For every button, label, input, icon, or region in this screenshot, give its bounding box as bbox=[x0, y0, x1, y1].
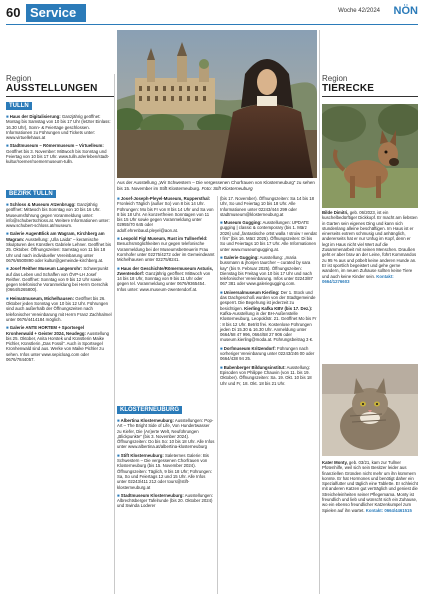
list-item bbox=[220, 255, 317, 287]
animal-contact: Kontakt: 0664/1276603 bbox=[322, 273, 394, 284]
caption-text: Aus der Ausstellung „Wir Schwestern – Die vergessenen Chorfrauen von Klosterneuburg“ zu sehen bis 15. November im Stift Klosterneuburg. bbox=[117, 180, 315, 191]
bullet-icon: ■ bbox=[220, 289, 224, 295]
animal-body: geb. 06/2023, ist ein kuschelbedürftiger Dickkopf. Er macht am liebsten in Garten sein eigenes Ding und kann sich stundenlang alleine beschäftigen. Im Haus ist er einerseits extrem schmusig und anhänglich, andererseits hat er nur Unfug im Kopf, denn er legt im Haus nicht viel Wert auf die Zusammenarbeit mit seinen Menschen. Draußen geht er aber brav an der Leine, führt Kommandos zu 95 % aus und pöbelt keine anderen Hunde an. Er ist sportlich begeistert und gehe gerne wandern, im neuen Zuhause sollten keine Tiere und auch keine Kinder sein. bbox=[322, 210, 418, 279]
entry-body: Ausstellungen: UPDATE gugging | classic & contemporary (bis 1. März 2026) und „fantastische ortst walla ! stroiw ! vendat ! firs“ (bis 16. März 2025). Öffnungszeiten: Di bis So und Feiertags 10 bis 17 Uhr. Alle Informationen unter www.museumgugging.at. bbox=[220, 220, 317, 252]
bullet-icon: ■ bbox=[220, 220, 224, 226]
entry-body: Ausstellung: „maria bussmann & jhonjen taurcher – curated by sara kay“ (bis 9. Februar 2025). Öffnungszeiten: Dienstag bis Freitag von 10 bis 17 Uhr und nach telefonischer Vereinbarung. Infos unter 02243/87 067 381 oder www.galeriegugging.com. bbox=[220, 254, 313, 287]
entry-body: Geöffnet bis 3. November: Mittwoch bis Sonntag und Feiertag von 10 bis 17 Uhr. www.tulln.at/erleben/stadt-kultur/roemer/roemermuseum-tulln. bbox=[6, 148, 110, 165]
entry-title: Galerie ANTE HORTEM + Sportsegel Kronhenwald + Geister 2024, Neudegg: bbox=[6, 325, 86, 336]
list-item bbox=[6, 202, 112, 228]
entry-body: Ausstellungen: Pop-Art – The Bright Side of Life, Von Hundertwasser zu Kiefer, Die (An)erte Welt, Neuführungen „Blickpunkte“ (bis 3. November 2024). Öffnungszeiten: Do bis So: 10 bis 18 Uhr. Alle Infos unter www.albertina.at/albertina-klosterneuburg bbox=[117, 418, 215, 450]
region-rule bbox=[6, 96, 114, 97]
bullet-icon: ■ bbox=[6, 295, 10, 301]
entry-title: Stadtmuseum Klosterneuburg: bbox=[120, 492, 184, 498]
list-item bbox=[6, 143, 112, 164]
column-divider bbox=[217, 196, 218, 594]
bullet-icon: ■ bbox=[220, 254, 224, 260]
list-item bbox=[117, 493, 215, 509]
bullet-icon: ■ bbox=[117, 418, 121, 423]
entry-body: Ausstellung bis 25. Oktober, Anita Horstek und Künstlerin Maike Pichler, Künstlerin „Das Fossil“. Auch in Sportsegel Kronhenwald sind aus. Werke von Maike Pichler zu sehen. Infos unter www.sepicloag.com oder 0676/7844057. bbox=[6, 330, 110, 363]
entry-title: Albertina Klosterneuburg: bbox=[120, 418, 174, 423]
entry-title: Stadtmuseum – Römermuseum – Virtuelleum: bbox=[9, 143, 104, 149]
bullet-icon: ■ bbox=[6, 325, 10, 331]
entry-title: Josef Reither Museum Langenrohr: bbox=[9, 266, 83, 272]
column-1 bbox=[6, 114, 112, 168]
page-number: 60 bbox=[6, 5, 21, 20]
region-title: AUSSTELLUNGEN bbox=[6, 83, 98, 94]
entry-body: Ausstellung: Episoden von Philippe Chauvin (von 11. bis 19. Oktober). Öffnungszeiten: Sa. 19. Okt. 10 bis 18 Uhr und Fr, 18. Okt. 18 bis 21 Uhr. bbox=[220, 364, 312, 386]
bullet-icon: ■ bbox=[220, 364, 224, 370]
entry-body: Geöffnet bis 26. Oktober jeden Sonntag von 10 bis 12 Uhr. Führungen sind auch außerhalb der Öffnungszeiten nach telefonischer Vereinbarung mit Herrn Franz Zachhalmel unter 0676/4414184 möglich. bbox=[6, 295, 112, 322]
list-item bbox=[220, 196, 317, 217]
dog-photo bbox=[322, 104, 418, 208]
region-heading-exhibitions bbox=[6, 74, 114, 97]
cat-description bbox=[322, 460, 418, 513]
dog-image bbox=[322, 104, 418, 208]
entry-body: Führungen nach vorheriger Vereinbarung unter 02243/246 00 oder 0664/438 94 25. bbox=[220, 345, 315, 362]
bullet-icon: ■ bbox=[117, 236, 121, 242]
entry-body: Ganzjährig geöffnet: Mittwoch von 14 bis 18 Uhr, Sonntag von 9 bis 11 Uhr oder gegen tel. Voranmeldung unter 0676/9365454. Infos unter: www.museum-zwentendorf.at. bbox=[117, 270, 211, 292]
tag-klosterneuburg: KLOSTERNEUBURG bbox=[117, 406, 182, 414]
region-heading-pets bbox=[322, 74, 418, 97]
region-label: Region bbox=[322, 74, 348, 83]
list-item bbox=[117, 196, 215, 233]
entry-body: Ausstellung: „Ulla Laida“ – keramische Skulpturen des Künstlers Gabriele Lehner. Geöffnet bis 25. Oktober. Öffnungszeiten: Samstag von 11 bis 18 Uhr und nach individueller Vereinbarung unter 0676/6500890 oder kultur@gemeinde-kirchberg.at. bbox=[6, 236, 112, 263]
bullet-icon: ■ bbox=[117, 196, 121, 201]
entry-title: Heimatmuseum, Michelhausen: bbox=[9, 295, 75, 301]
page-header bbox=[6, 4, 418, 22]
entry-body: Saleternes Galerie: Bis Schwestern – Die vergessenen Chorfrauen von Klosterneuburg (bis 15. November 2024). Öffnungszeiten: Täglich, 9 bis 18 Uhr; Führungen: Sa, So und Feiertags 12 und 15 Uhr. Alle Infos unter 02243/411 212 oder tours@stift-klosterneuburg.at bbox=[117, 452, 212, 490]
entry-title: Haus der Digitalisierung: bbox=[9, 114, 61, 119]
entry-title: Galerie Gugging: bbox=[223, 254, 259, 260]
entry-body: Ausstellungen: Albrechtsberger Tafelrunde (bis 20. Oktober 2024) und Swinda Loderer bbox=[117, 492, 213, 509]
entry-title: Stift Klosterneuburg: bbox=[120, 452, 164, 458]
list-item bbox=[6, 325, 112, 362]
bullet-icon: ■ bbox=[6, 114, 10, 119]
region-label: Region bbox=[6, 74, 32, 83]
photo-caption bbox=[117, 180, 317, 191]
bullet-icon: ■ bbox=[220, 345, 224, 351]
monastery-image bbox=[117, 30, 317, 178]
entry-body: Fronleich Täglich (außer So) von 8 bis 14 Uhr. Führungen: Mo bis Fr von 8 bis 14 Uhr und Sa von 8 bis 18 Uhr. An konzertfreien Sonntagen von 11 bis 15 Uhr sowie gegen Voranmeldung unter 02955/70 645 oder adolf.ehrenbaud.pleyel@aon.at. bbox=[117, 201, 214, 233]
exhibition-photo bbox=[117, 30, 317, 178]
list-item bbox=[220, 346, 317, 362]
list-item bbox=[117, 266, 215, 292]
region-title: TIERECKE bbox=[322, 83, 375, 94]
cat-image bbox=[322, 364, 418, 456]
list-item bbox=[6, 266, 112, 292]
issue-label: Woche 42/2024 bbox=[338, 8, 380, 14]
list-item bbox=[6, 114, 112, 140]
animal-contact: Kontakt: 0664/4461515 bbox=[365, 507, 412, 513]
animal-name: Kater Monty, bbox=[322, 460, 348, 465]
column-1-bezirk bbox=[6, 202, 112, 365]
dog-description bbox=[322, 210, 418, 284]
list-item bbox=[220, 365, 317, 386]
list-item bbox=[117, 236, 215, 262]
bullet-icon: ■ bbox=[6, 231, 10, 237]
entry-body: Besuchsmöglichkeiten nur gegen telefonische Voranmeldung bei der Museumsbetreuerin Frau Kornhofer unter 02275/4272 oder im Gemeindeamt Michelhausen unter 02275/8241. bbox=[117, 241, 215, 263]
section-title: Service bbox=[30, 5, 77, 20]
tag-tulln: TULLN bbox=[6, 102, 32, 110]
column-divider bbox=[319, 30, 320, 594]
entry-title: Universalmuseum Kierling: bbox=[223, 289, 280, 295]
entry-title: Leopold Figl Museum, Rust im Tullnerfeld: bbox=[120, 236, 208, 242]
column-2-kloster bbox=[117, 418, 215, 512]
list-item bbox=[6, 231, 112, 263]
list-item bbox=[220, 290, 317, 343]
header-divider bbox=[6, 24, 418, 25]
entry-body: Schwerpunkt auf das Leben und Schaffen von ÖVP-LH Josef Reither. Geöffnet: Sonntag von 9 bis 12 Uhr sowie gegen telefonische Voranmeldung bei Herrn Gerschik (0664/5265800). bbox=[6, 266, 109, 293]
tag-bezirk-tulln: BEZIRK TULLN bbox=[6, 190, 56, 198]
entry-body: Ganzjährig geöffnet: Mittwoch bis Sonntag von 10 bis 16 Uhr. Museumsführung gegen Voranmeldung unter: info@schubertschloss.at. Weitere Informationen unter: www.schubert-schloss.at/museum. bbox=[6, 202, 110, 229]
bullet-icon: ■ bbox=[6, 143, 10, 149]
entry-title: Babenberger Bildungsinstitut: bbox=[223, 364, 286, 370]
column-2 bbox=[117, 196, 215, 295]
entry-body: Der 1. Stock und das Dachgeschoß wurden von der Stadtgemeinde gesperrt. Die Begehung ist jederzeit zu besichtigen. bbox=[220, 289, 316, 311]
brand-logo: NÖN bbox=[393, 5, 418, 17]
column-divider bbox=[114, 74, 115, 594]
bullet-icon: ■ bbox=[6, 266, 10, 272]
bullet-icon: ■ bbox=[117, 265, 121, 271]
entry-body: Ganzjährig geöffnet: Montag bis Samstag von 10 bis 17 Uhr (letzter Einlass: 16.30 Uhr), Sonn- & Feiertage geschlossen. Informationen zu Führungen und Tickets unter: www.virtuellehaus.at bbox=[6, 114, 111, 141]
entry-title: Dorfmuseum Kritzendorf: bbox=[223, 345, 276, 351]
list-item bbox=[220, 220, 317, 252]
photo-credit: Foto: Stift Klosterneuburg bbox=[201, 185, 253, 191]
region-rule bbox=[322, 96, 418, 97]
bullet-icon: ■ bbox=[117, 492, 121, 498]
animal-name: Bilde Dimitri, bbox=[322, 210, 349, 215]
entry-title: Museum Gugging: bbox=[223, 220, 262, 226]
entry-title: Galerie AugenBlick am Wagram, Kirchberg am Wagram: bbox=[6, 231, 105, 242]
list-item bbox=[6, 296, 112, 322]
entry-body: Kafka-Ausstellung in der BH-Außenstelle Klosterneuburg, Leopoldstr. 21. Geöffnet Mo bis Fr : 8 bis 12 Uhr. Betritt frei. Kostenlose Führungen jeden Di 15.30 & 16.30 Uhr. Anmeldung unter 0664/58 47 996, 0664/58 27 906 oder museum.kierling@moda.at. Führungsbeitrag 3 €. bbox=[220, 310, 317, 343]
entry-title: Schloss & Museum Atzenbrugg: bbox=[9, 202, 76, 207]
cat-photo bbox=[322, 364, 418, 456]
list-item bbox=[117, 453, 215, 490]
entry-body: (bis 17. November). Öffnungszeiten: Sa 14 bis 18 Uhr, So und Feiertag 10 bis 18 Uhr. Alle Informationen unter 02243/444 299 oder stadtmuseum@klosterneuburg.at bbox=[220, 196, 315, 217]
animal-body: geb. 03/21, kam zur Tullner Pfotenhilfe, weil sich sein Besitzer leider aus finanziellen Gründen nicht mehr um ihn kümmern konnte. Er hat Hormones und benötigt daher ein Spezialfutter und täglich eine Tablette. Er schleicht mit anderen Katzen gut verträglich und geniest die Streicheleinheiten seiner Pflegemama. Monty ist freundlich und lieb und wünscht sich ein Zuhause, wo ein ebenso freundlicher Katzenkumpel zum Spielen auf ihn wartet. bbox=[322, 460, 418, 513]
entry-title: Kierling Kafka KBV (bis 17. Dez.): bbox=[244, 305, 313, 311]
entry-title: Josef-Joseph-Pleyel-Museum, Ruppersthal: bbox=[120, 196, 211, 201]
column-3 bbox=[220, 196, 317, 389]
bullet-icon: ■ bbox=[117, 452, 121, 458]
entry-title: Haus der Geschichte/Römermuseum Asturis, Zwentendorf: bbox=[117, 265, 214, 276]
bullet-icon: ■ bbox=[6, 202, 10, 207]
list-item bbox=[117, 418, 215, 450]
